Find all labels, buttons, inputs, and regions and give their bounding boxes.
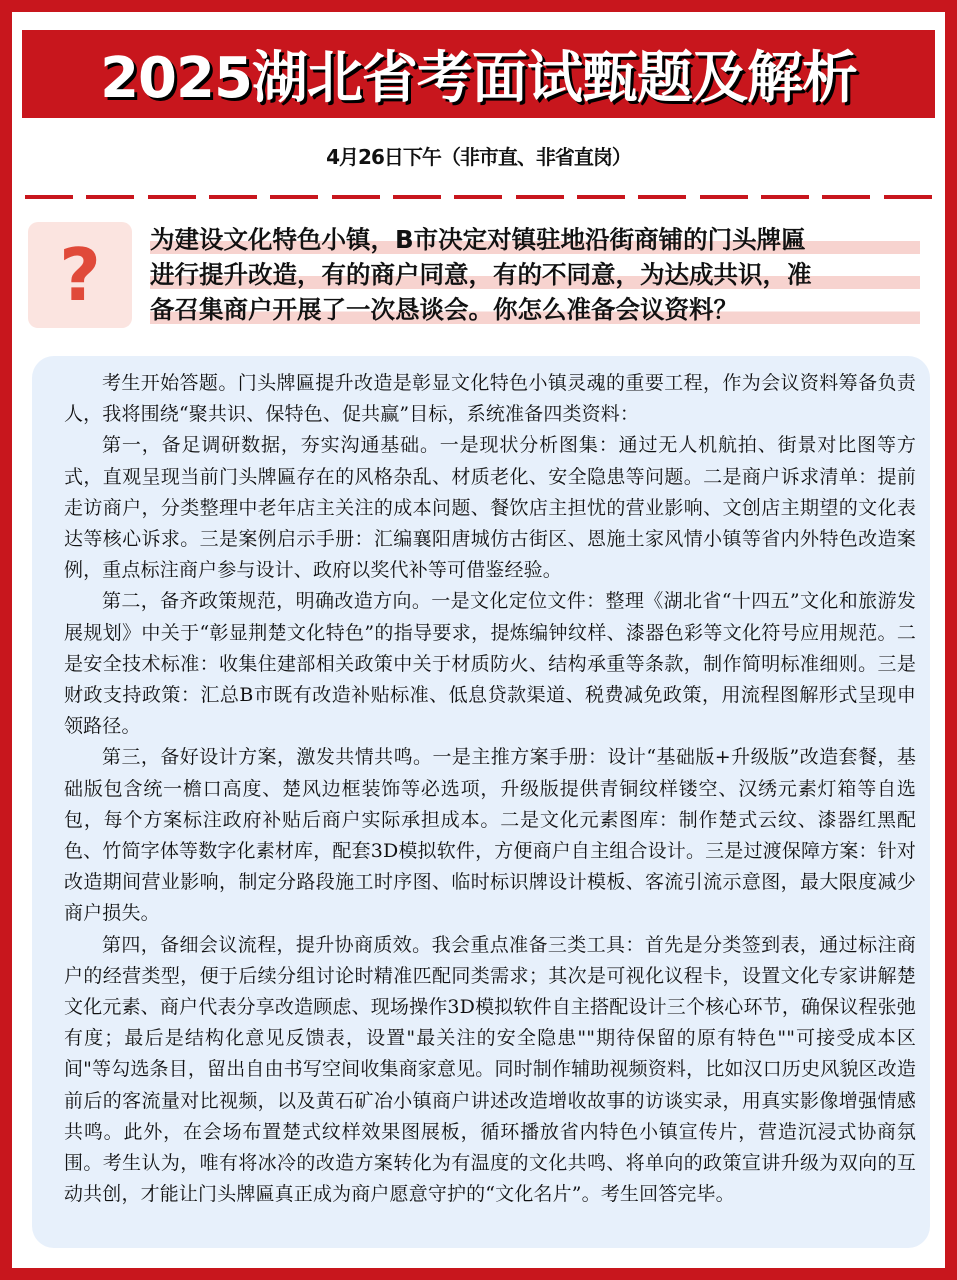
dashed-divider	[25, 195, 932, 199]
question-icon-box	[28, 222, 132, 328]
answer-paragraph-2: 第二，备齐政策规范，明确改造方向。一是文化定位文件：整理《湖北省“十四五”文化和旅游发展规划》中关于“彰显荆楚文化特色”的指导要求，提炼编钟纹样、漆器色彩等文化符号应用规范。二是安全技术标准：收集住建部相关政策中关于材质防火、结构承重等条款，制作简明标准细则。三是财政支持政策：汇总B市既有改造补贴标准、低息贷款渠道、税费减免政策，用流程图解形式呈现申领路径。	[64, 590, 916, 738]
question-mark-icon: ?	[59, 233, 101, 317]
question-line: 进行提升改造，有的商户同意，有的不同意，为达成共识，准	[150, 257, 920, 292]
answer-panel	[32, 356, 930, 1248]
question-text	[150, 222, 920, 327]
answer-paragraph-4: 第四，备细会议流程，提升协商质效。我会重点准备三类工具：首先是分类签到表，通过标注商户的经营类型，便于后续分组讨论时精准匹配同类需求；其次是可视化议程卡，设置文化专家讲解楚文化元素、商户代表分享改造顾虑、现场操作3D模拟软件自主搭配设计三个核心环节，确保议程张弛有度；最后是结构化意见反馈表，设置"最关注的安全隐患""期待保留的原有特色""可接受成本区间"等勾选条目，留出自由书写空间收集商家意见。同时制作辅助视频资料，比如汉口历史风貌区改造前后的客流量对比视频，以及黄石矿冶小镇商户讲述改造增收故事的访谈实录，用真实影像增强情感共鸣。此外，在会场布置楚式纹样效果图展板，循环播放省内特色小镇宣传片，营造沉浸式协商氛围。考生认为，唯有将冰冷的改造方案转化为有温度的文化共鸣、将单向的政策宣讲升级为双向的互动共创，才能让门头牌匾真正成为商户愿意守护的“文化名片”。考生回答完毕。	[64, 933, 916, 1206]
answer-paragraph-intro: 考生开始答题。门头牌匾提升改造是彰显文化特色小镇灵魂的重要工程，作为会议资料筹备负责人，我将围绕“聚共识、保特色、促共赢”目标，系统准备四类资料：	[64, 372, 916, 426]
answer-paragraph-1: 第一，备足调研数据，夯实沟通基础。一是现状分析图集：通过无人机航拍、街景对比图等方式，直观呈现当前门头牌匾存在的风格杂乱、材质老化、安全隐患等问题。二是商户诉求清单：提前走访商户，分类整理中老年店主关注的成本问题、餐饮店主担忧的营业影响、文创店主期望的文化表达等核心诉求。三是案例启示手册：汇编襄阳唐城仿古街区、恩施土家风情小镇等省内外特色改造案例，重点标注商户参与设计、政府以奖代补等可借鉴经验。	[64, 434, 916, 582]
question-line: 为建设文化特色小镇，B市决定对镇驻地沿街商铺的门头牌匾	[150, 222, 920, 257]
answer-paragraph-3: 第三，备好设计方案，激发共情共鸣。一是主推方案手册：设计“基础版+升级版”改造套餐，基础版包含统一檐口高度、楚风边框装饰等必选项，升级版提供青铜纹样镂空、汉绣元素灯箱等自选包，每个方案标注政府补贴后商户实际承担成本。二是文化元素图库：制作楚式云纹、漆器红黑配色、竹简字体等数字化素材库，配套3D模拟软件，方便商户自主组合设计。三是过渡保障方案：针对改造期间营业影响，制定分路段施工时序图、临时标识牌设计模板、客流引流示意图，最大限度减少商户损失。	[64, 746, 916, 925]
page-title: 2025湖北省考面试甄题及解析	[100, 46, 857, 111]
page-subtitle: 4月26日下午（非市直、非省直岗）	[326, 144, 631, 169]
question-line: 备召集商户开展了一次恳谈会。你怎么准备会议资料？	[150, 292, 920, 327]
title-banner	[22, 30, 935, 118]
